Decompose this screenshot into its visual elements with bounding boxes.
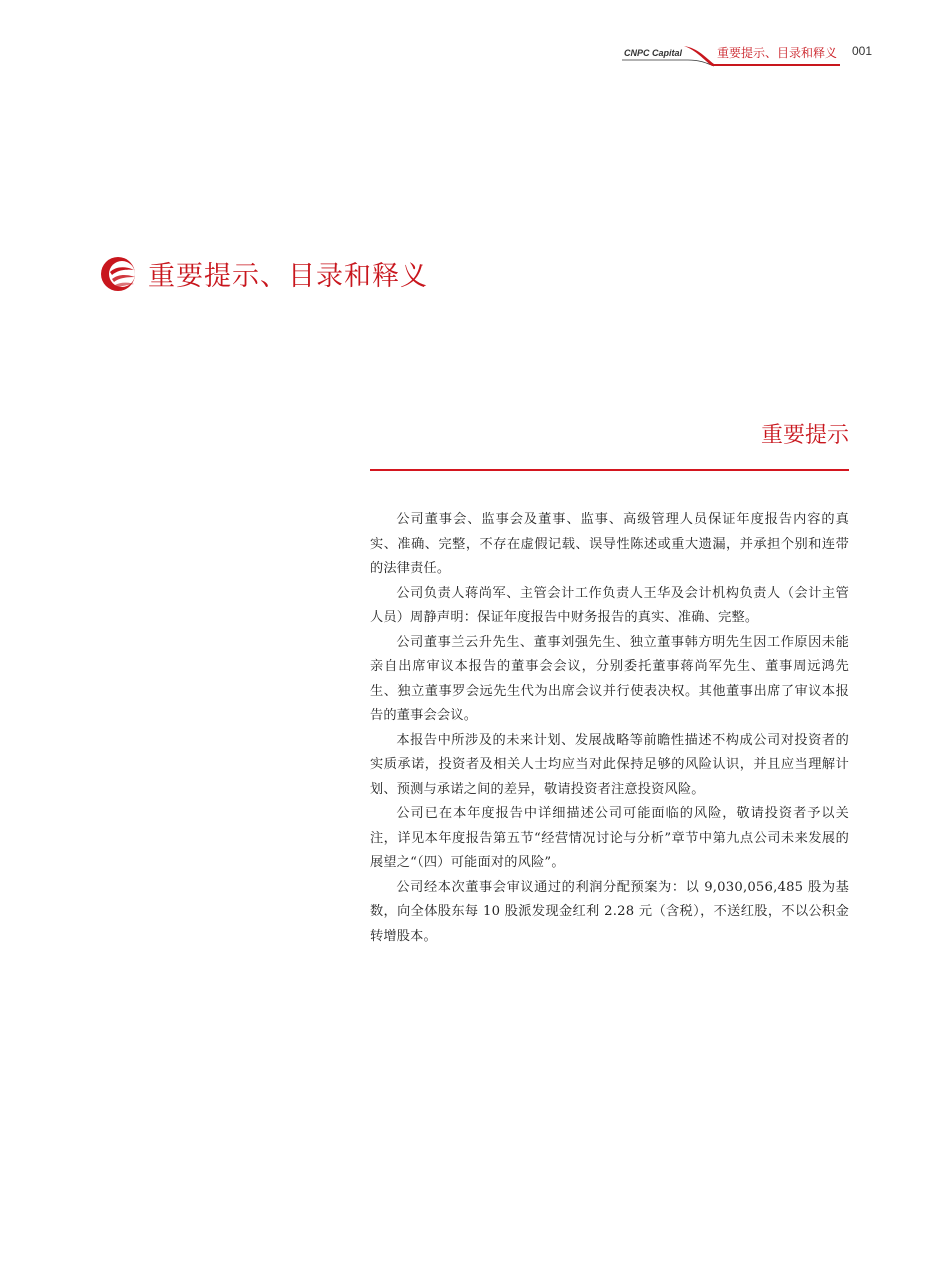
page-number: 001 — [852, 44, 873, 58]
paragraph: 公司经本次董事会审议通过的利润分配预案为：以 9,030,056,485 股为基数，向全体股东每 10 股派发现金红利 2.28 元（含税），不送红股，不以公积金转增股本。 — [370, 879, 849, 944]
paragraph: 公司董事会、监事会及董事、监事、高级管理人员保证年度报告内容的真实、准确、完整，不存在虚假记载、误导性陈述或重大遗漏，并承担个别和连带的法律责任。 — [370, 512, 849, 576]
cnpc-logo-icon — [100, 256, 136, 292]
paragraph: 公司已在本年度报告中详细描述公司可能面临的风险，敬请投资者予以关注，详见本年度报告第五节“经营情况讨论与分析”章节中第九点公司未来发展的展望之“（四）可能面对的风险”。 — [370, 806, 849, 870]
page-header — [600, 40, 873, 70]
important-notice-body — [370, 508, 849, 949]
chapter-title: 重要提示、目录和释义 — [148, 261, 428, 292]
header-brand: CNPC Capital — [624, 48, 683, 58]
section-divider — [370, 469, 849, 471]
paragraph: 公司董事兰云升先生、董事刘强先生、独立董事韩方明先生因工作原因未能亲自出席审议本报告的董事会会议，分别委托董事蒋尚军先生、董事周远鸿先生、独立董事罗会远先生代为出席会议并行使表决权。其他董事出席了审议本报告的董事会会议。 — [370, 634, 849, 723]
header-section-title: 重要提示、目录和释义 — [717, 46, 838, 60]
section-title: 重要提示 — [760, 423, 849, 448]
paragraph: 公司负责人蒋尚军、主管会计工作负责人王华及会计机构负责人（会计主管人员）周静声明：保证年度报告中财务报告的真实、准确、完整。 — [370, 585, 849, 625]
paragraph: 本报告中所涉及的未来计划、发展战略等前瞻性描述不构成公司对投资者的实质承诺，投资者及相关人士均应当对此保持足够的风险认识，并且应当理解计划、预测与承诺之间的差异，敬请投资者注意投资风险。 — [370, 732, 849, 797]
